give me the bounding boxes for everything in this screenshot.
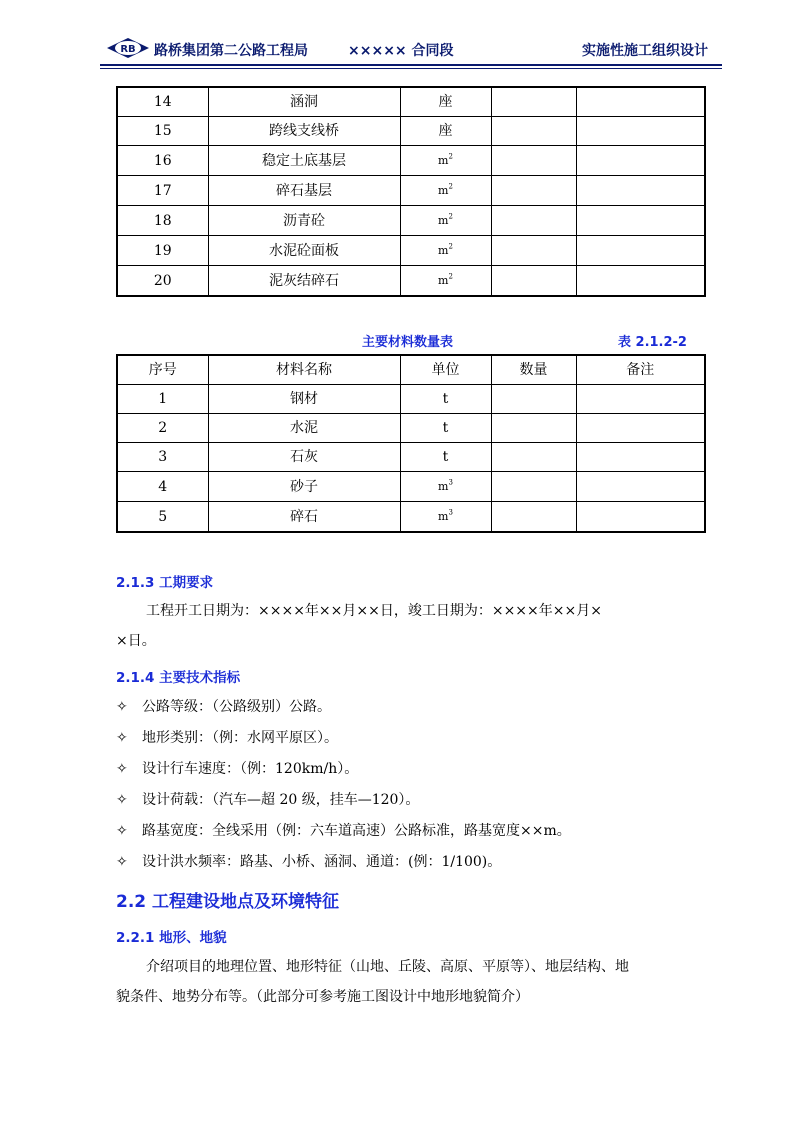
table-row: 5 碎石 $m^3$ <box>117 502 705 533</box>
materials-table <box>116 354 706 533</box>
header-rule <box>100 64 722 66</box>
diamond-bullet-icon: ✧ <box>116 761 128 777</box>
list-item: ✧ 路基宽度：全线采用（例：六车道高速）公路标准，路基宽度××m。 <box>116 823 571 839</box>
header-org: 路桥集团第二公路工程局 <box>154 43 308 59</box>
table-row: 15 跨线支线桥 座 <box>117 117 705 146</box>
section-heading-2-1-4: 2.1.4 主要技术指标 <box>116 670 241 686</box>
header-rule-thin <box>100 68 722 69</box>
paragraph-schedule: 工程开工日期为：××××年××月××日，竣工日期为：××××年××月× ×日。 <box>116 603 602 649</box>
list-item: ✧ 设计洪水频率：路基、小桥、涵洞、通道：(例：1/100)。 <box>116 854 502 870</box>
list-item: ✧ 地形类别：（例：水网平原区）。 <box>116 730 338 746</box>
header-doc-title: 实施性施工组织设计 <box>582 43 708 59</box>
table-caption: 主要材料数量表 <box>362 335 454 350</box>
table-row: 18 沥青砼 $m^2$ <box>117 206 705 236</box>
table-row: 19 水泥砼面板 $m^2$ <box>117 236 705 266</box>
header-section: ××××× 合同段 <box>348 43 454 59</box>
table-row: 17 碎石基层 $m^2$ <box>117 176 705 206</box>
page-header <box>100 34 722 64</box>
section-heading-2-1-3: 2.1.3 工期要求 <box>116 575 214 591</box>
diamond-bullet-icon: ✧ <box>116 823 128 839</box>
table-row: 2 水泥 t <box>117 414 705 443</box>
diamond-bullet-icon: ✧ <box>116 699 128 715</box>
paragraph-terrain: 介绍项目的地理位置、地形特征（山地、丘陵、高原、平原等）、地层结构、地 貌条件、地势分布等。（此部分可参考施工图设计中地形地貌简介） <box>116 959 629 1005</box>
diamond-bullet-icon: ✧ <box>116 730 128 746</box>
svg-text:RB: RB <box>120 44 136 55</box>
diamond-bullet-icon: ✧ <box>116 792 128 808</box>
diamond-bullet-icon: ✧ <box>116 854 128 870</box>
table-row: 4 砂子 $m^3$ <box>117 472 705 502</box>
list-item: ✧ 公路等级：（公路级别）公路。 <box>116 699 331 715</box>
list-item: ✧ 设计行车速度：（例：120km/h）。 <box>116 761 359 777</box>
table-row: 16 稳定土底基层 $m^2$ <box>117 146 705 176</box>
list-item: ✧ 设计荷载：（汽车—超 20 级，挂车—120）。 <box>116 792 420 808</box>
company-logo-icon <box>106 37 150 59</box>
table-header-row: 序号 材料名称 单位 数量 备注 <box>117 355 705 385</box>
table-row: 1 钢材 t <box>117 385 705 414</box>
table-number: 表 2.1.2-2 <box>618 335 687 350</box>
section-heading-2-2: 2.2 工程建设地点及环境特征 <box>116 892 340 912</box>
table-row: 20 泥灰结碎石 $m^2$ <box>117 266 705 297</box>
table-row: 14 涵洞 座 <box>117 87 705 117</box>
table-row: 3 石灰 t <box>117 443 705 472</box>
section-heading-2-2-1: 2.2.1 地形、地貌 <box>116 930 227 946</box>
quantity-table-continued <box>116 86 706 297</box>
